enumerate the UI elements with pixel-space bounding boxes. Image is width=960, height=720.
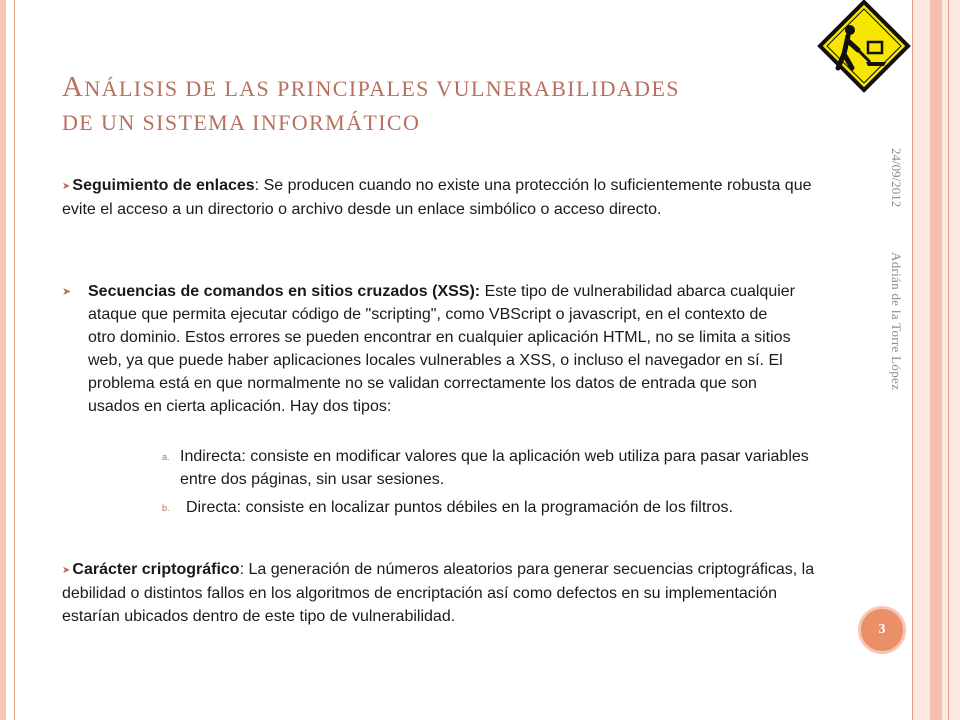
sub-item-directa: Directa: consiste en localizar puntos débiles en la programación de los filtros.	[186, 499, 733, 516]
left-border-line	[14, 0, 15, 720]
paragraph-seguimiento-enlaces	[62, 174, 832, 221]
list-marker-a: a.	[162, 452, 170, 462]
arrow-bullet-icon: ➤	[62, 565, 71, 576]
title-initial: A	[62, 71, 85, 103]
text-xss: Este tipo de vulnerabilidad abarca cualquier ataque que permita ejecutar código de "scripting", como VBScript o javascript, en el contexto de otro dominio. Estos errores se pueden encontrar en cualquier aplicación HTML, no se limita a sitios web, ya que puede haber aplicaciones locales vulnerables a XSS, o incluso el navegador en sí. El problema está en que normalmente no se validan correctamente los datos de entrada que son usados en cierta aplicación. Hay dos tipos:	[88, 283, 795, 415]
title-line-2: DE UN SISTEMA INFORMÁTICO	[62, 110, 421, 135]
slide-date: 24/09/2012	[889, 148, 904, 208]
paragraph-xss	[88, 280, 798, 418]
right-border-line-2	[948, 0, 949, 720]
slide-title	[62, 70, 822, 106]
right-border-band	[930, 0, 942, 720]
paragraph-criptografico	[62, 558, 832, 628]
term-seguimiento: Seguimiento de enlaces	[72, 177, 255, 194]
page-number-badge: 3	[858, 606, 906, 654]
term-criptografico: Carácter criptográfico	[72, 561, 240, 578]
construction-sign-icon	[804, 0, 914, 110]
slide-author: Adrián de la Torre López	[889, 252, 904, 391]
text-criptografico: : La generación de números aleatorios para generar secuencias criptográficas, la debilidad o distintos fallos en los algoritmos de encriptación así como defectos en su implementación estarían ubicados dentro de este tipo de vulnerabilidad.	[62, 561, 815, 625]
title-line-1: NÁLISIS DE LAS PRINCIPALES VULNERABILIDADES	[84, 76, 680, 101]
list-marker-b: b.	[162, 503, 170, 513]
arrow-bullet-icon: ➤	[62, 181, 71, 192]
text-seguimiento: : Se producen cuando no existe una protección lo suficientemente robusta que evite el acceso a un directorio o archivo desde un enlace simbólico o acceso directo.	[62, 177, 812, 218]
arrow-bullet-icon: ➤	[62, 286, 72, 298]
term-xss: Secuencias de comandos en sitios cruzados (XSS):	[88, 283, 481, 300]
sub-item-indirecta: Indirecta: consiste en modificar valores que la aplicación web utiliza para pasar variables entre dos páginas, sin usar sesiones.	[180, 448, 809, 488]
left-border-stripe	[0, 0, 6, 720]
